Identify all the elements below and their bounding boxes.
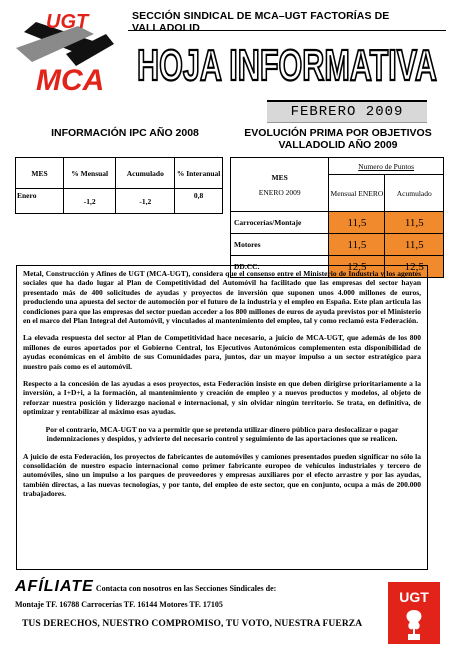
prima-title <box>230 127 446 151</box>
prima-row-label: Carrocerías/Montaje <box>231 212 329 234</box>
ipc-title: INFORMACIÓN IPC AÑO 2008 <box>51 127 199 139</box>
afiliate-word: AFÍLIATE <box>15 578 94 595</box>
prima-row-label: Motores <box>231 234 329 256</box>
prima-row-acumulado: 12,5 <box>385 256 444 278</box>
hoja-informativa-text: HOJA INFORMATIVA <box>137 41 437 90</box>
logo-mca-text: MCA <box>36 64 105 96</box>
section-title: SECCIÓN SINDICAL DE MCA–UGT FACTORÍAS DE VALLADOLID <box>132 10 390 34</box>
afiliate-line <box>15 578 355 596</box>
article-paragraph: La elevada respuesta del sector al Plan de Competitividad hace necesario, a juicio de MCA-UGT, que además de los 800 millones de euros aportados por el Gobierno Central, los Ejecutivos Autonómicos complementen esta disponibilidad de ayudas económicas en el ámbito de sus Comunidades para, juntos, dar un mayor impulso a un sector estratégico para nuestro país como es el automóvil. <box>23 333 421 371</box>
ugt-rose-icon <box>407 610 422 629</box>
ugt-fist-icon <box>408 634 420 640</box>
table-row <box>231 212 444 234</box>
ipc-cell-acumulado: -1,2 <box>116 189 175 214</box>
prima-row-acumulado: 11,5 <box>385 234 444 256</box>
prima-title-line1: EVOLUCIÓN PRIMA POR OBJETIVOS <box>244 127 432 139</box>
ipc-header-interanual: % Interanual <box>175 158 223 189</box>
phones-line: Montaje TF. 16788 Carrocerías TF. 16144 Motores TF. 17105 <box>15 600 223 609</box>
hoja-informativa-title <box>128 34 446 90</box>
logo-ugt-text: UGT <box>46 11 89 33</box>
prima-header-mes-label: MES <box>271 172 288 182</box>
article-paragraph: Metal, Construcción y Afines de UGT (MCA-UGT), considera que el consenso entre el Ministerio de Industria y los agentes sociales que ha dado lugar al Plan de Competitividad del Automóvil ha facilitado que las empresas del sector hayan presentado más de 400 solicitudes de ayudas y proyectos de inversión que suponen unos 4.000 millones de euros, produciendo una apuesta del sector de automoción por el futuro de la industria y el empleo en España. Este plan articula las condiciones para que las empresas del sector puedan acceder a los 800 millones de euros de ayuda previstos por el Ministerio en el marco del Plan Integral del Automóvil, y vinculados al mantenimiento del empleo, tal y como reclamó esta Federación. <box>23 269 421 326</box>
ugt-mca-logo <box>6 4 124 96</box>
prima-table <box>230 157 444 278</box>
ugt-footer-logo-text: UGT <box>399 589 429 605</box>
ipc-header-mensual: % Mensual <box>64 158 116 189</box>
table-row <box>16 189 223 214</box>
ipc-cell-interanual: 0,8 <box>175 189 223 214</box>
slogan: TUS DERECHOS, NUESTRO COMPROMISO, TU VOTO, NUESTRA FUERZA <box>22 619 363 629</box>
ugt-footer-logo <box>388 582 440 644</box>
month-box: FEBRERO 2009 <box>267 100 427 123</box>
prima-header-puntos: Numero de Puntos <box>329 158 444 175</box>
ipc-table <box>15 157 223 214</box>
prima-header-acumulado: Acumulado <box>385 175 444 212</box>
ipc-header-mes: MES <box>16 158 64 189</box>
ipc-cell-mes: Enero <box>16 189 64 214</box>
section-rule <box>128 30 446 31</box>
ipc-header-row <box>16 158 223 189</box>
table-row <box>231 234 444 256</box>
article-body <box>16 265 428 570</box>
prima-row-mensual: 12,5 <box>329 256 385 278</box>
prima-row-acumulado: 11,5 <box>385 212 444 234</box>
prima-header-row-1 <box>231 158 444 175</box>
prima-row-mensual: 11,5 <box>329 234 385 256</box>
prima-row-mensual: 11,5 <box>329 212 385 234</box>
prima-header-mes <box>231 158 329 212</box>
prima-title-line2: VALLADOLID AÑO 2009 <box>278 139 398 151</box>
article-paragraph: A juicio de esta Federación, los proyectos de fabricantes de automóviles y camiones presentados pueden significar no sólo la consolidación de nuestro espacio internacional como primer fabricante europeo de vehículos industriales y tercero de automóviles, sino un impulso a los parques de proveedores y empresas auxiliares por el efecto arrastre y por las ayudas, también directas, a las nuevas tecnologías, y por tanto, del empleo de este sector, que en conjunto, ocupa a más de 200.000 trabajadores. <box>23 451 421 499</box>
ipc-cell-mensual: -1,2 <box>64 189 116 214</box>
article-paragraph: Respecto a la concesión de las ayudas a esos proyectos, esta Federación insiste en que deben dirigirse prioritariamente a la inversión, a I+D+i, a la formación, al mantenimiento y creación de empleo y a nuevos productos y modelos, al objeto de reforzar nuestra posición y liderazgo nacional e internacional, y sin olvidar ningún territorio. Se trata, en definitiva, de optimizar y rentabilizar al máximo esas ayudas. <box>23 379 421 417</box>
ipc-header-acumulado: Acumulado <box>116 158 175 189</box>
prima-header-mes-sub: ENERO 2009 <box>258 187 301 197</box>
prima-row-label: DD.CC. <box>231 256 329 278</box>
contact-text: Contacta con nosotros en las Secciones Sindicales de: <box>95 584 277 593</box>
prima-header-mensual: Mensual ENERO <box>329 175 385 212</box>
article-paragraph: Por el contrario, MCA-UGT no va a permitir que se pretenda utilizar dinero público para deslocalizar o pagar indemnizaciones y despidos, y advierte del necesario control y seguimiento de las aportaciones que se realicen. <box>45 424 399 444</box>
